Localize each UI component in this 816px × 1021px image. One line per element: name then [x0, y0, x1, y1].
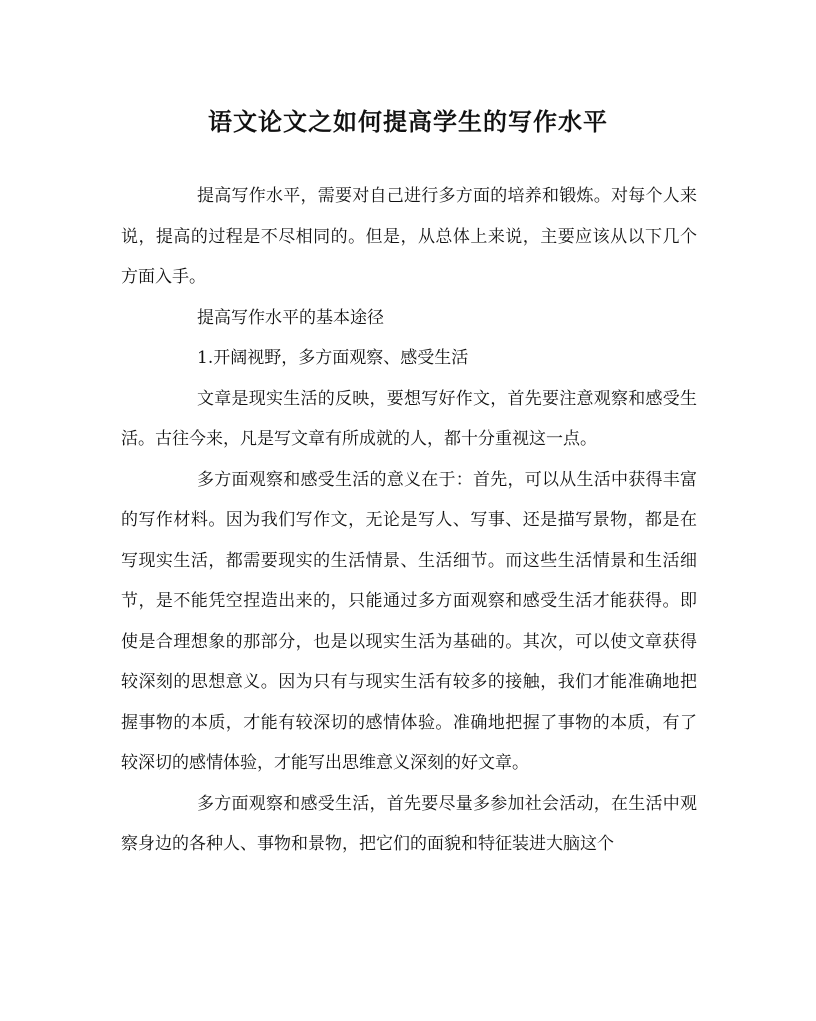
section-heading: 提高写作水平的基本途径	[197, 307, 384, 328]
subsection-heading: 1.开阔视野，多方面观察、感受生活	[197, 348, 469, 368]
paragraph: 文章是现实生活的反映，要想写好作文，首先要注意观察和感受生活。古往今来，凡是写文章有所成就的人，都十分重视这一点。	[121, 388, 697, 449]
paragraph-intro: 提高写作水平，需要对自己进行多方面的培养和锻炼。对每个人来说，提高的过程是不尽相同的。但是，从总体上来说，主要应该从以下几个方面入手。	[121, 186, 697, 287]
paragraph: 多方面观察和感受生活的意义在于：首先，可以从生活中获得丰富的写作材料。因为我们写作文，无论是写人、写事、还是描写景物，都是在写现实生活，都需要现实的生活情景、生活细节。而这些生活情景和生活细节，是不能凭空捏造出来的，只能通过多方面观察和感受生活才能获得。即使是合理想象的那部分，也是以现实生活为基础的。其次，可以使文章获得较深刻的思想意义。因为只有与现实生活有较多的接触，我们才能准确地把握事物的本质，才能有较深切的感情体验。准确地把握了事物的本质，有了较深切的感情体验，才能写出思维意义深刻的好文章。	[121, 469, 697, 773]
document-title: 语文论文之如何提高学生的写作水平	[208, 107, 608, 136]
paragraph: 多方面观察和感受生活，首先要尽量多参加社会活动，在生活中观察身边的各种人、事物和景物，把它们的面貌和特征装进大脑这个	[121, 793, 697, 854]
document-body	[121, 176, 697, 865]
